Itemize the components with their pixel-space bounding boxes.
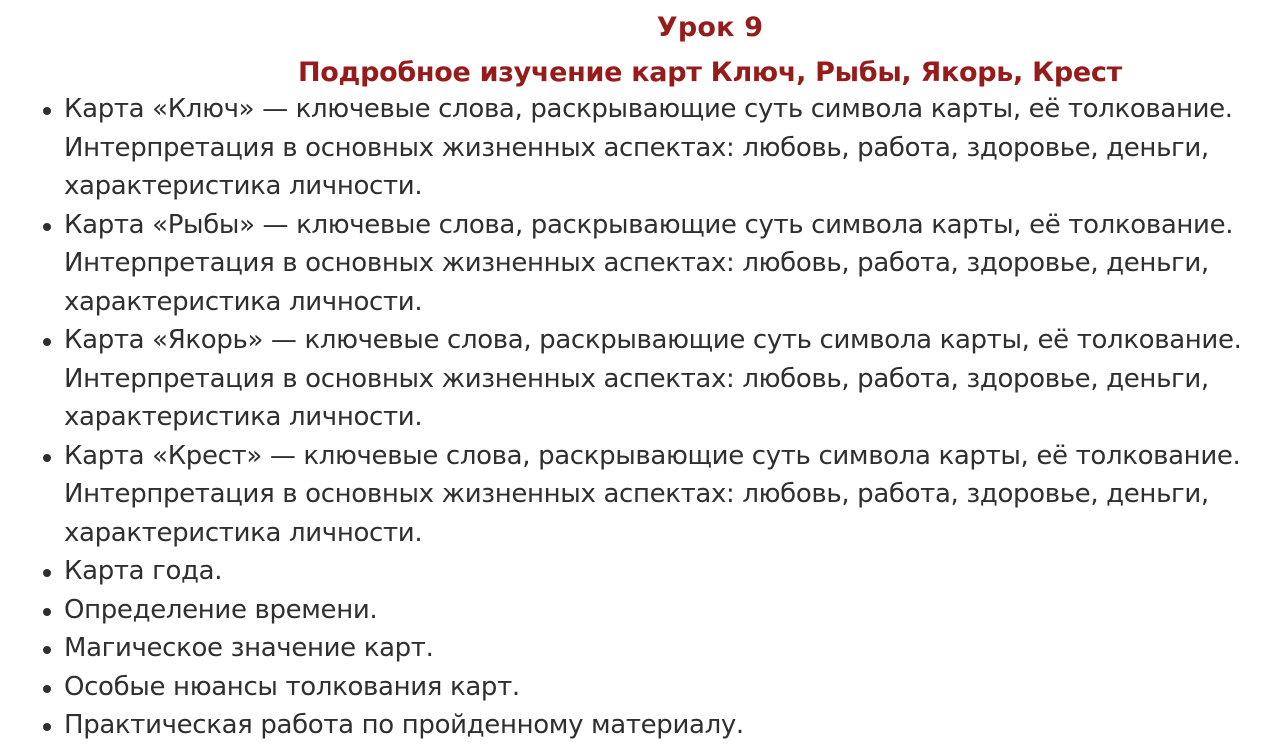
bullet-icon xyxy=(43,723,51,731)
bullet-icon xyxy=(43,685,51,693)
list-item-nuances xyxy=(0,668,1276,707)
list-item-text: Интерпретация в основных жизненных аспектах: любовь, работа, здоровье, деньги, xyxy=(64,248,1209,278)
list-item-card-cross xyxy=(0,437,1276,553)
bullet-icon xyxy=(43,569,51,577)
bullet-icon xyxy=(43,646,51,654)
list-item-text: Магическое значение карт. xyxy=(64,633,434,663)
list-item-text: Карта «Рыбы» — ключевые слова, раскрывающие суть символа карты, её толкование. xyxy=(64,209,1234,240)
bullet-icon xyxy=(43,454,51,462)
list-item-text: Особые нюансы толкования карт. xyxy=(64,671,520,702)
list-item-card-key xyxy=(0,90,1276,206)
list-item-text: характеристика личности. xyxy=(64,517,423,548)
list-item-text: Интерпретация в основных жизненных аспектах: любовь, работа, здоровье, деньги, xyxy=(64,479,1209,509)
list-item-text: Интерпретация в основных жизненных аспектах: любовь, работа, здоровье, деньги, xyxy=(64,363,1209,394)
list-item-text: Практическая работа по пройденному материалу. xyxy=(64,710,744,740)
lesson-title: Подробное изучение карт Ключ, Рыбы, Якорь, Крест xyxy=(298,57,1122,88)
list-item-text: Карта «Ключ» — ключевые слова, раскрывающие суть символа карты, её толкование. xyxy=(64,94,1233,124)
list-item-practice xyxy=(0,706,1276,745)
bullet-icon xyxy=(43,608,51,616)
bullet-icon xyxy=(43,338,51,346)
list-item-text: Карта «Якорь» — ключевые слова, раскрывающие суть символа карты, её толкование. xyxy=(64,325,1242,355)
list-item-text: характеристика личности. xyxy=(64,402,423,432)
lesson-number: Урок 9 xyxy=(656,12,764,43)
list-item-magic-meaning xyxy=(0,629,1276,668)
list-item-text: Карта «Крест» — ключевые слова, раскрывающие суть символа карты, её толкование. xyxy=(64,440,1241,471)
list-item-year-card xyxy=(0,552,1276,591)
list-item-timing xyxy=(0,591,1276,630)
list-item-text: характеристика личности. xyxy=(64,286,423,317)
list-item-text: характеристика личности. xyxy=(64,171,423,201)
bullet-icon xyxy=(43,223,51,231)
list-item-card-fish xyxy=(0,206,1276,322)
list-item-card-anchor xyxy=(0,321,1276,437)
list-item-text: Интерпретация в основных жизненных аспектах: любовь, работа, здоровье, деньги, xyxy=(64,132,1209,163)
topic-list xyxy=(0,90,1276,745)
list-item-text: Определение времени. xyxy=(64,594,378,625)
list-item-text: Карта года. xyxy=(64,556,223,586)
bullet-icon xyxy=(43,107,51,115)
